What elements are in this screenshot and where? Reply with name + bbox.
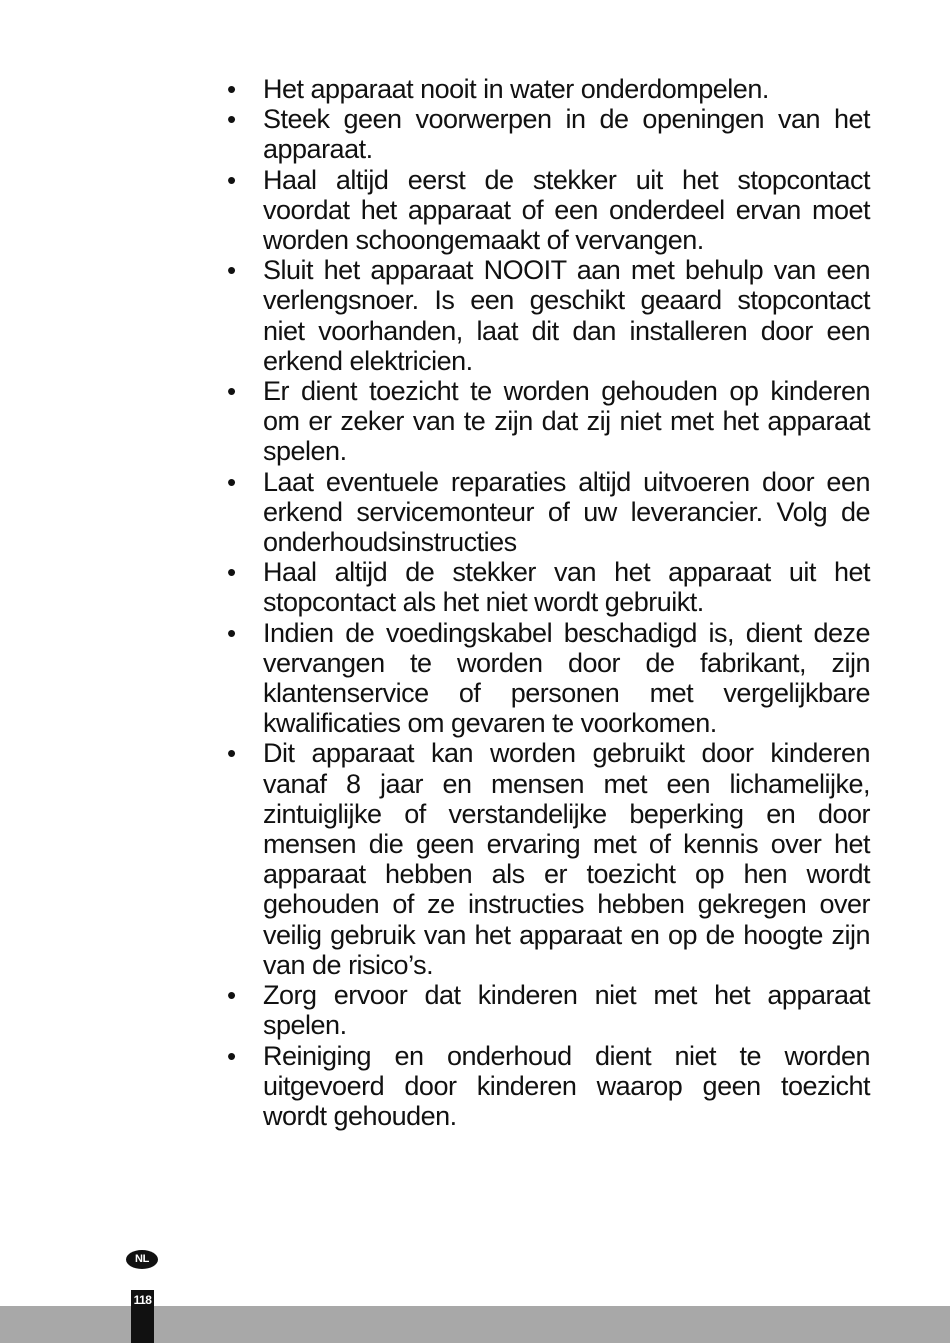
list-item	[222, 74, 870, 104]
list-item-text: Laat eventuele reparaties altijd uitvoeren door een erkend servicemonteur of uw leverancier. Volg de onderhoudsinstructies	[263, 466, 870, 558]
list-item-text: Sluit het apparaat NOOIT aan met behulp van een verlengsnoer. Is een geschikt geaard stopcontact niet voorhanden, laat dit dan installeren door een erkend elektricien.	[263, 255, 870, 376]
list-item-text: Er dient toezicht te worden gehouden op kinderen om er zeker van te zijn dat zij niet met het apparaat spelen.	[263, 376, 870, 467]
list-item-text: Haal altijd eerst de stekker uit het stopcontact voordat het apparaat of een onderdeel ervan moet worden schoongemaakt of vervangen.	[263, 164, 870, 256]
list-item	[222, 1041, 870, 1132]
list-item-text: Steek geen voorwerpen in de openingen van het apparaat.	[263, 104, 870, 165]
safety-instructions-list	[222, 74, 870, 1131]
bullet-icon: •	[227, 1040, 236, 1071]
list-item-text: Dit apparaat kan worden gebruikt door kinderen vanaf 8 jaar en mensen met een lichamelijke, zintuiglijke of verstandelijke beperking en door mensen die geen ervaring met of kennis over het apparaat hebben als er toezicht op hen wordt gehouden of ze instructies hebben gekregen over veilig gebruik van het apparaat en op de hoogte zijn van de risico’s.	[263, 738, 870, 980]
list-item	[222, 557, 870, 617]
list-item	[222, 104, 870, 164]
list-item	[222, 165, 870, 256]
bullet-icon: •	[227, 557, 236, 588]
list-item-text: Indien de voedingskabel beschadigd is, dient deze vervangen te worden door de fabrikant, zijn klantenservice of personen met vergelijkbare kwalificaties om gevaren te voorkomen.	[263, 617, 870, 739]
list-item	[222, 376, 870, 467]
bullet-icon: •	[227, 376, 236, 407]
bullet-icon: •	[227, 255, 236, 286]
list-item-text: Reiniging en onderhoud dient niet te worden uitgevoerd door kinderen waarop geen toezicht wordt gehouden.	[263, 1040, 870, 1131]
list-item-text: Zorg ervoor dat kinderen niet met het apparaat spelen.	[263, 980, 870, 1041]
list-item	[222, 980, 870, 1040]
bullet-icon: •	[227, 738, 236, 769]
list-item-text: Het apparaat nooit in water onderdompelen.	[263, 74, 769, 104]
list-item	[222, 255, 870, 376]
bullet-icon: •	[227, 104, 236, 135]
language-badge: NL	[126, 1250, 158, 1269]
bullet-icon: •	[227, 164, 236, 195]
bullet-icon: •	[227, 980, 236, 1011]
page-number: 118	[133, 1293, 152, 1307]
list-item	[222, 618, 870, 739]
list-item	[222, 467, 870, 558]
bullet-icon: •	[227, 74, 236, 104]
bullet-icon: •	[227, 617, 236, 648]
list-item	[222, 738, 870, 980]
bullet-icon: •	[227, 466, 236, 497]
list-item-text: Haal altijd de stekker van het apparaat uit het stopcontact als het niet wordt gebruikt.	[263, 557, 870, 618]
